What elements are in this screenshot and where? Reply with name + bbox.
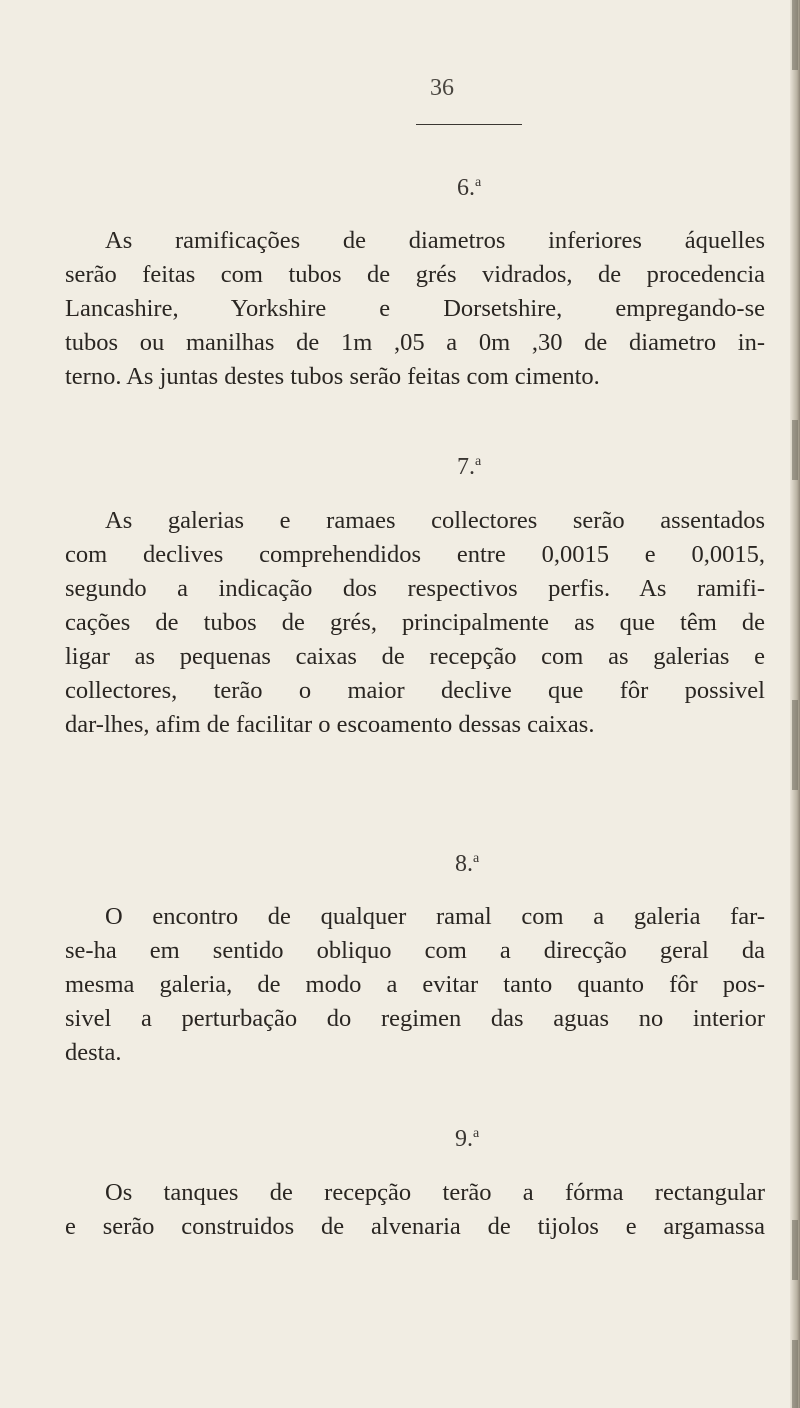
page-edge-mark bbox=[792, 700, 798, 790]
paragraph-8-line: sivel a perturbação do regimen das aguas no interior bbox=[65, 1005, 765, 1032]
paragraph-7-line: collectores, terão o maior declive que fôr possivel bbox=[65, 677, 765, 704]
section-number-7 bbox=[457, 455, 577, 479]
section-number-6-ordinal: a bbox=[475, 175, 482, 190]
paragraph-7-line: As galerias e ramaes collectores serão assentados bbox=[105, 507, 765, 534]
page-edge-mark bbox=[792, 1220, 798, 1280]
paragraph-9 bbox=[65, 1176, 765, 1244]
paragraph-7 bbox=[65, 504, 765, 742]
section-number-9-text: 9. bbox=[455, 1126, 473, 1152]
paragraph-6-line: terno. As juntas destes tubos serão feitas com cimento. bbox=[65, 363, 600, 390]
paragraph-7-line: cações de tubos de grés, principalmente as que têm de bbox=[65, 609, 765, 636]
paragraph-8-line: se-ha em sentido obliquo com a direcção geral da bbox=[65, 937, 765, 964]
section-number-8 bbox=[455, 852, 575, 876]
page-edge-mark bbox=[792, 1340, 798, 1408]
section-number-8-ordinal: a bbox=[473, 851, 480, 866]
page-edge-mark bbox=[792, 420, 798, 480]
page-number: 36 bbox=[430, 75, 454, 101]
paragraph-9-line: Os tanques de recepção terão a fórma rectangular bbox=[105, 1179, 765, 1206]
paragraph-7-line: segundo a indicação dos respectivos perfis. As ramifi- bbox=[65, 575, 765, 602]
paragraph-6 bbox=[65, 224, 765, 394]
paragraph-8 bbox=[65, 900, 765, 1070]
paragraph-7-line: dar-lhes, afim de facilitar o escoamento dessas caixas. bbox=[65, 711, 595, 738]
paragraph-8-line: desta. bbox=[65, 1039, 122, 1066]
paragraph-6-line: As ramificações de diametros inferiores áquelles bbox=[105, 227, 765, 254]
section-number-7-text: 7. bbox=[457, 454, 475, 480]
paragraph-8-line: O encontro de qualquer ramal com a galeria far- bbox=[105, 903, 765, 930]
section-number-6-text: 6. bbox=[457, 175, 475, 201]
paragraph-9-line: e serão construidos de alvenaria de tijolos e argamassa bbox=[65, 1213, 765, 1240]
section-number-7-ordinal: a bbox=[475, 454, 482, 469]
section-number-6 bbox=[457, 176, 577, 200]
paragraph-7-line: com declives comprehendidos entre 0,0015 e 0,0015, bbox=[65, 541, 765, 568]
header-rule bbox=[416, 124, 522, 125]
page-edge-mark bbox=[792, 0, 798, 70]
paragraph-7-line: ligar as pequenas caixas de recepção com as galerias e bbox=[65, 643, 765, 670]
section-number-9-ordinal: a bbox=[473, 1126, 480, 1141]
paragraph-6-line: serão feitas com tubos de grés vidrados, de procedencia bbox=[65, 261, 765, 288]
section-number-9 bbox=[455, 1127, 575, 1151]
paragraph-6-line: Lancashire, Yorkshire e Dorsetshire, empregando-se bbox=[65, 295, 765, 322]
section-number-8-text: 8. bbox=[455, 851, 473, 877]
paragraph-8-line: mesma galeria, de modo a evitar tanto quanto fôr pos- bbox=[65, 971, 765, 998]
paragraph-6-line: tubos ou manilhas de 1m ,05 a 0m ,30 de diametro in- bbox=[65, 329, 765, 356]
